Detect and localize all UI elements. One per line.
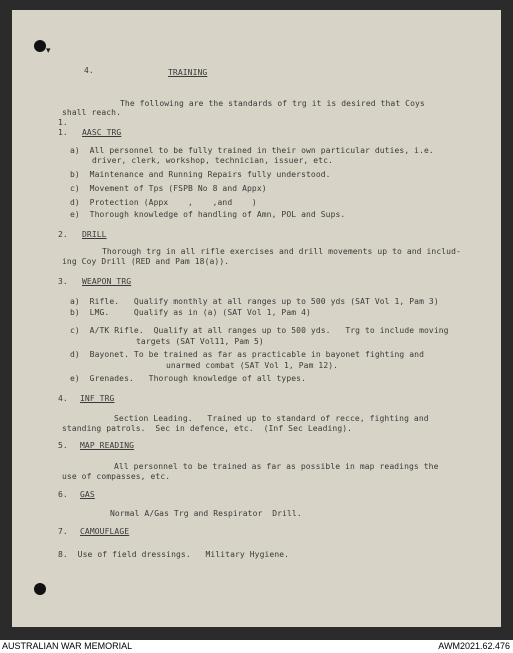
s1-a-line-2: driver, clerk, workshop, technician, issuer, etc. xyxy=(92,156,333,165)
s3-b: b) LMG. Qualify as in (a) (SAT Vol 1, Pam 4) xyxy=(70,308,311,317)
s3-e: e) Grenades. Thorough knowledge of all types. xyxy=(70,374,306,383)
pencil-mark: ▾ xyxy=(46,46,51,56)
intro-line-1: The following are the standards of trg it is desired that Coys xyxy=(120,99,425,108)
s1-a-line-1: a) All personnel to be fully trained in their own particular duties, i.e. xyxy=(70,146,434,155)
s3-c-line-1: c) A/TK Rifle. Qualify at all ranges up to 500 yds. Trg to include moving xyxy=(70,326,449,335)
punch-hole-top xyxy=(34,40,46,52)
s3-c-line-2: targets (SAT Vol11, Pam 5) xyxy=(136,337,264,346)
s7-heading: CAMOUFLAGE xyxy=(80,527,130,536)
s3-d-line-2: unarmed combat (SAT Vol 1, Pam 12). xyxy=(166,361,339,370)
s4-line-1: Section Leading. Trained up to standard of recce, fighting and xyxy=(114,414,429,423)
s3-d-line-1: d) Bayonet. To be trained as far as practicable in bayonet fighting and xyxy=(70,350,424,359)
footer-bar xyxy=(0,640,513,653)
s1-number: 1. xyxy=(58,128,68,137)
s6-number: 6. xyxy=(58,490,68,499)
s2-line-2: ing Coy Drill (RED and Pam 18(a)). xyxy=(62,257,230,266)
s6-line-1: Normal A/Gas Trg and Respirator Drill. xyxy=(110,509,302,518)
s1-e: e) Thorough knowledge of handling of Amn, POL and Sups. xyxy=(70,210,346,219)
section-number: 4. xyxy=(84,66,94,75)
s4-line-2: standing patrols. Sec in defence, etc. (Inf Sec Leading). xyxy=(62,424,353,433)
intro-line-2: shall reach. xyxy=(62,108,121,117)
s8-line: 8. Use of field dressings. Military Hygiene. xyxy=(58,550,290,559)
s2-number: 2. xyxy=(58,230,68,239)
s5-line-2: use of compasses, etc. xyxy=(62,472,171,481)
s1-d: d) Protection (Appx , ,and ) xyxy=(70,198,257,207)
footer-credit: AUSTRALIAN WAR MEMORIAL xyxy=(2,641,133,651)
page-title: TRAINING xyxy=(168,68,208,77)
s7-number: 7. xyxy=(58,527,68,536)
s1-heading: AASC TRG xyxy=(82,128,122,137)
footer-accession-number: AWM2021.62.476 xyxy=(438,641,510,651)
s6-heading: GAS xyxy=(80,490,95,499)
punch-hole-bottom xyxy=(34,583,46,595)
s3-heading: WEAPON TRG xyxy=(82,277,132,286)
s3-number: 3. xyxy=(58,277,68,286)
s4-number: 4. xyxy=(58,394,68,403)
stray-mark: 1. xyxy=(58,118,68,127)
s5-number: 5. xyxy=(58,441,68,450)
s5-line-1: All personnel to be trained as far as possible in map readings the xyxy=(114,462,439,471)
s3-a: a) Rifle. Qualify monthly at all ranges up to 500 yds (SAT Vol 1, Pam 3) xyxy=(70,297,439,306)
s2-heading: DRILL xyxy=(82,230,107,239)
s4-heading: INF TRG xyxy=(80,394,115,403)
s1-b: b) Maintenance and Running Repairs fully understood. xyxy=(70,170,331,179)
s5-heading: MAP READING xyxy=(80,441,135,450)
s1-c: c) Movement of Tps (FSPB No 8 and Appx) xyxy=(70,184,267,193)
s2-line-1: Thorough trg in all rifle exercises and drill movements up to and includ- xyxy=(102,247,461,256)
